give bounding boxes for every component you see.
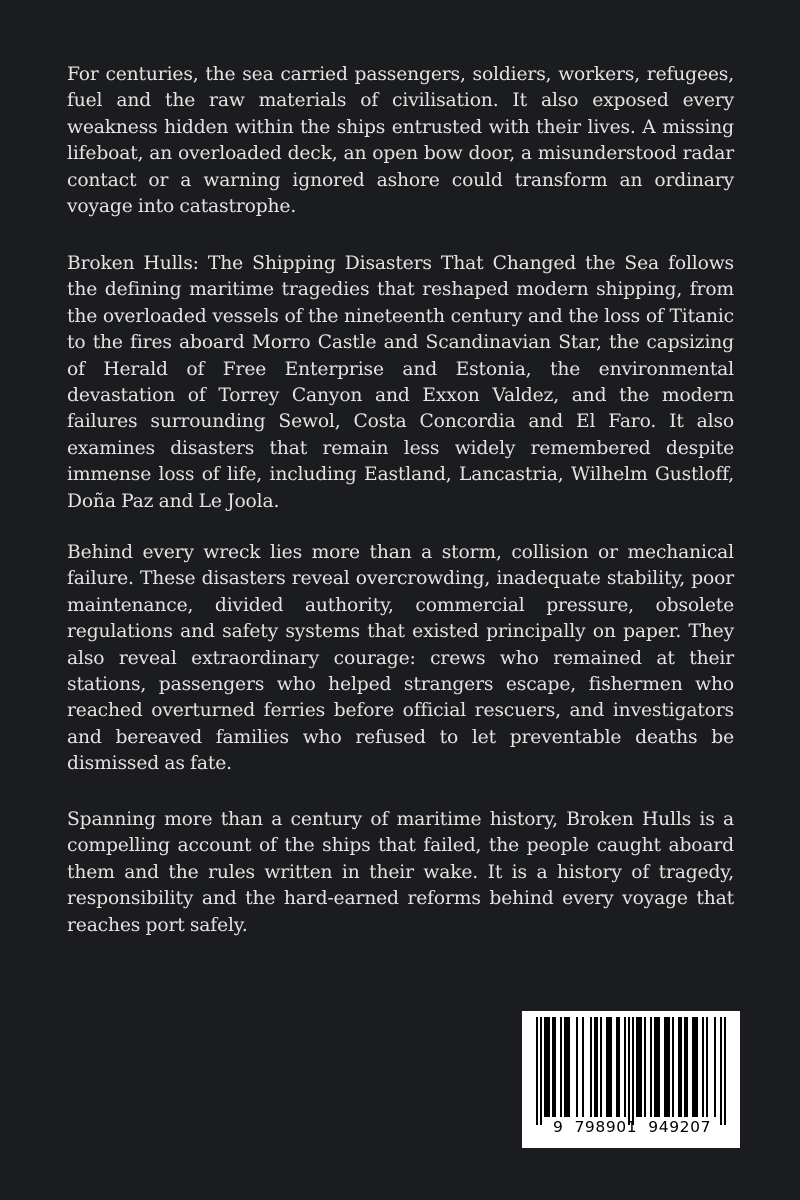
barcode-bar	[656, 1017, 658, 1117]
barcode-bar	[536, 1017, 538, 1125]
barcode-bar	[606, 1017, 608, 1117]
barcode-bar	[706, 1017, 708, 1117]
barcode-bar	[684, 1017, 686, 1117]
barcode-bar	[692, 1017, 694, 1117]
barcode-bar	[720, 1017, 722, 1125]
barcode-bar	[568, 1017, 570, 1117]
barcode-bar	[658, 1017, 660, 1117]
blurb-paragraph-3: Behind every wreck lies more than a storm, collision or mechanical failure. These disasters reveal overcrowding, inadequate stability, poor maintenance, divided authority, commercial pressure, obsolete regulations and safety systems that existed principally on paper. They also reveal extraordinary courage: crews who remained at their stations, passengers who helped strangers escape, fishermen who reached overturned ferries before official rescuers, and investigators and bereaved families who refused to let preventable deaths be dismissed as fate.	[67, 542, 734, 775]
barcode-bar	[724, 1017, 726, 1125]
barcode-bar	[590, 1017, 592, 1117]
barcode-bar	[640, 1017, 642, 1117]
barcode-bar	[638, 1017, 640, 1117]
barcode-bar	[546, 1017, 548, 1117]
barcode-bar	[594, 1017, 596, 1117]
barcode-bar	[624, 1017, 626, 1117]
barcode-bar	[686, 1017, 688, 1117]
barcode-bar	[610, 1017, 612, 1117]
barcode-bar	[560, 1017, 562, 1117]
blurb-paragraph-4: Spanning more than a century of maritime history, Broken Hulls is a compelling account of the ships that failed, the people caught aboard them and the rules written in their wake. It is a history of tragedy, responsibility and the hard-earned reforms behind every voyage that reaches port safely.	[67, 809, 734, 936]
barcode-bar	[680, 1017, 682, 1117]
barcode-bar	[644, 1017, 646, 1117]
barcode-bar	[672, 1017, 674, 1117]
barcode-bar	[608, 1017, 610, 1117]
barcode-bar	[654, 1017, 656, 1117]
barcode-bar	[666, 1017, 668, 1117]
barcode-bar	[540, 1017, 542, 1125]
barcode-bar	[566, 1017, 568, 1117]
barcode-bar	[576, 1017, 578, 1117]
barcode-bar	[694, 1017, 696, 1117]
barcode-bar	[600, 1017, 602, 1117]
barcode-bar	[664, 1017, 666, 1117]
barcode-bar	[678, 1017, 680, 1117]
barcode-bar	[636, 1017, 638, 1117]
barcode-bar	[554, 1017, 556, 1117]
barcode-bar	[696, 1017, 698, 1117]
barcode-bar	[596, 1017, 598, 1117]
barcode-bar	[714, 1017, 716, 1117]
barcode-bar	[552, 1017, 554, 1117]
barcode-bar	[650, 1017, 652, 1117]
barcode-bar	[618, 1017, 620, 1117]
barcode-bar	[628, 1017, 630, 1125]
barcode-bar	[632, 1017, 634, 1125]
barcode-bar	[548, 1017, 550, 1117]
isbn-number: 9 798901 949207	[552, 1118, 712, 1136]
blurb-paragraph-2: Broken Hulls: The Shipping Disasters That Changed the Sea follows the defining maritime tragedies that reshaped modern shipping, from the overloaded vessels of the nineteenth century and the loss of Titanic to the fires aboard Morro Castle and Scandinavian Star, the capsizing of Herald of Free Enterprise and Estonia, the environmental devastation of Torrey Canyon and Exxon Valdez, and the modern failures surrounding Sewol, Costa Concordia and El Faro. It also examines disasters that remain less widely remembered despite immense loss of life, including Eastland, Lancastria, Wilhelm Gustloff, Doña Paz and Le Joola.	[67, 253, 734, 512]
barcode-bar	[544, 1017, 546, 1117]
barcode-bar	[616, 1017, 618, 1117]
barcode-bar	[702, 1017, 704, 1117]
barcode-bar	[668, 1017, 670, 1117]
barcode-bar	[564, 1017, 566, 1117]
isbn-barcode	[522, 1011, 740, 1148]
barcode-bar	[582, 1017, 584, 1117]
blurb-paragraph-1: For centuries, the sea carried passengers, soldiers, workers, refugees, fuel and the raw materials of civilisation. It also exposed every weakness hidden within the ships entrusted with their lives. A missing lifeboat, an overloaded deck, an open bow door, a misunderstood radar contact or a warning ignored ashore could transform an ordinary voyage into catastrophe.	[67, 64, 734, 218]
